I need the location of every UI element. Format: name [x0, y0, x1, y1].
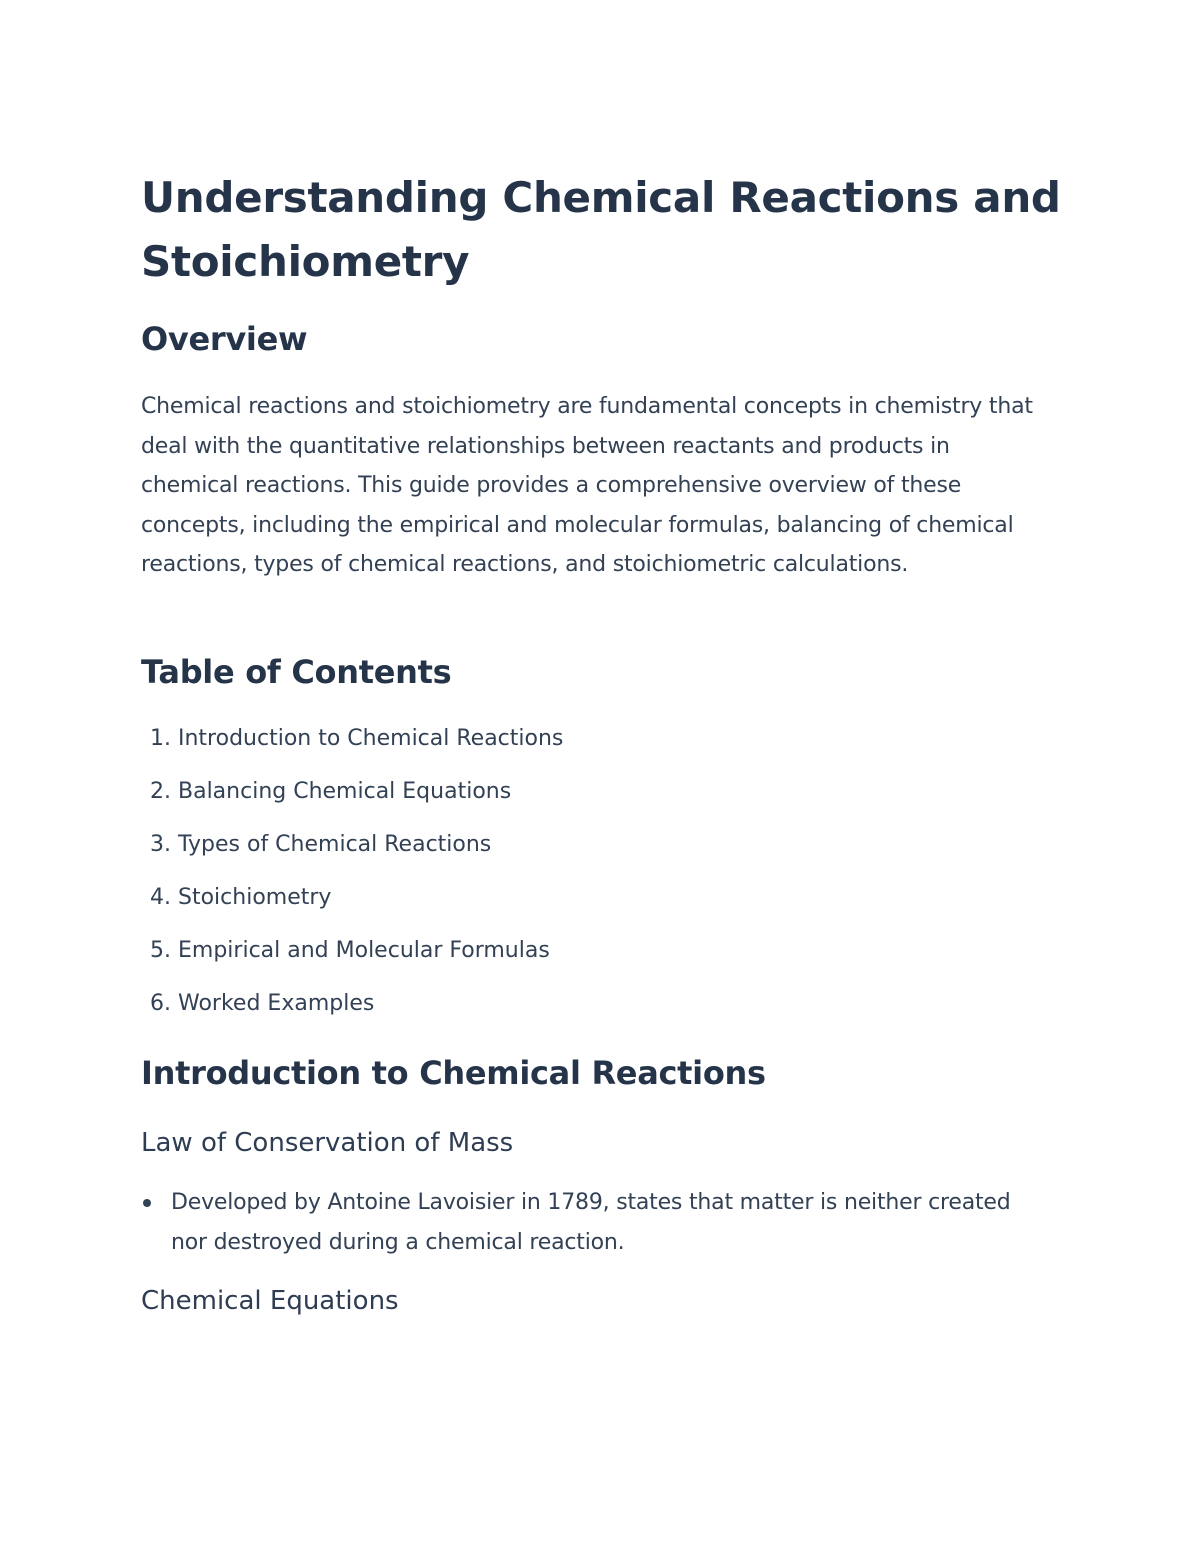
law-heading: Law of Conservation of Mass	[141, 1128, 514, 1158]
toc-item-number: 2.	[150, 779, 171, 804]
overview-heading: Overview	[141, 320, 308, 358]
toc-item[interactable]	[141, 772, 563, 825]
toc-item-number: 3.	[150, 832, 171, 857]
toc-item[interactable]	[141, 719, 563, 772]
toc-item-number: 5.	[150, 938, 171, 963]
toc-item-label: Worked Examples	[178, 991, 375, 1016]
list-item	[141, 1183, 1021, 1262]
toc-item[interactable]	[141, 825, 563, 878]
bullet-icon	[143, 1199, 151, 1207]
toc-item-number: 1.	[150, 726, 171, 751]
toc-item-label: Stoichiometry	[178, 885, 332, 910]
toc-item-number: 6.	[150, 991, 171, 1016]
toc-heading: Table of Contents	[141, 653, 452, 691]
intro-heading: Introduction to Chemical Reactions	[141, 1054, 766, 1092]
toc-item-label: Empirical and Molecular Formulas	[178, 938, 550, 963]
toc-item-label: Types of Chemical Reactions	[178, 832, 492, 857]
toc-item-label: Balancing Chemical Equations	[178, 779, 512, 804]
law-bullet-list	[141, 1183, 1021, 1262]
toc-item[interactable]	[141, 984, 563, 1037]
toc-item[interactable]	[141, 878, 563, 931]
document-title: Understanding Chemical Reactions and Stoichiometry	[141, 173, 1061, 286]
toc-item-number: 4.	[150, 885, 171, 910]
toc-item-label: Introduction to Chemical Reactions	[178, 726, 564, 751]
overview-paragraph: Chemical reactions and stoichiometry are fundamental concepts in chemistry that deal with the quantitative relationships between reactants and products in chemical reactions. This guide provides a comprehensive overview of these concepts, including the empirical and molecular formulas, balancing of chemical reactions, types of chemical reactions, and stoichiometric calculations.	[141, 394, 1033, 577]
bullet-text: Developed by Antoine Lavoisier in 1789, states that matter is neither created nor destroyed during a chemical reaction.	[171, 1190, 1011, 1255]
equations-heading: Chemical Equations	[141, 1286, 399, 1316]
toc-item[interactable]	[141, 931, 563, 984]
table-of-contents	[141, 719, 563, 1037]
